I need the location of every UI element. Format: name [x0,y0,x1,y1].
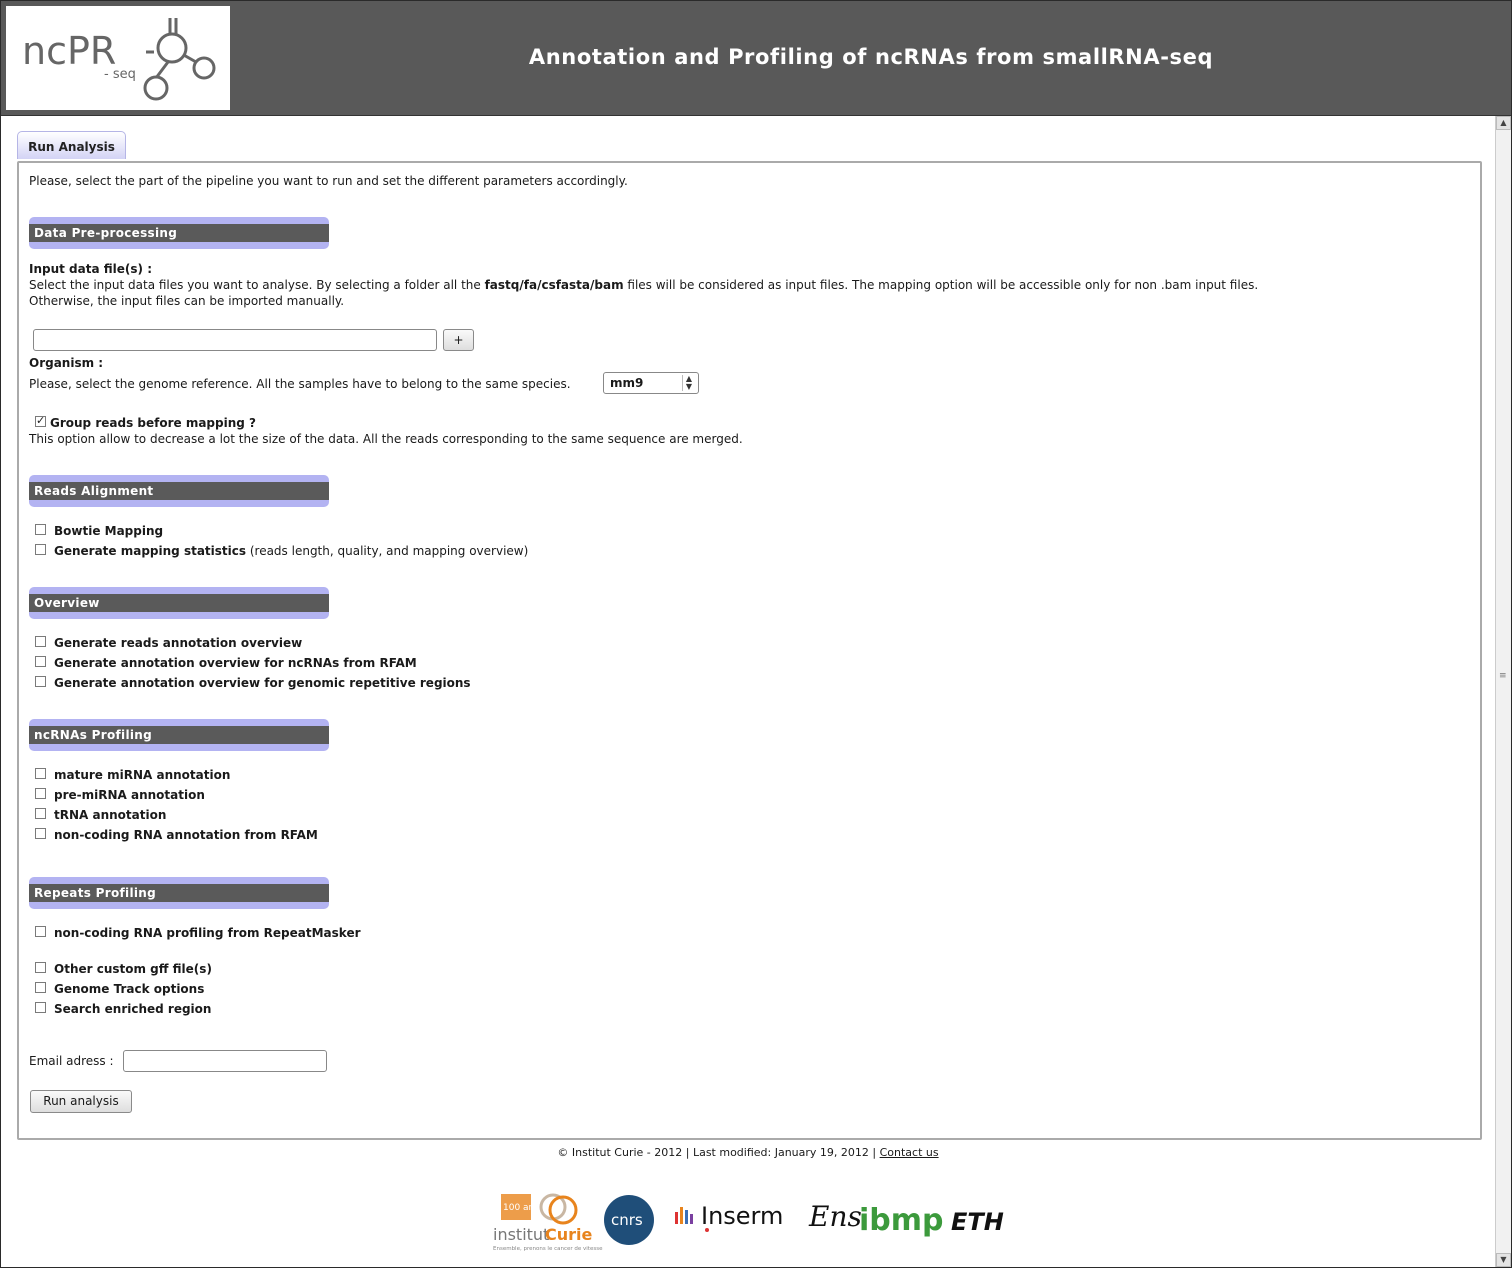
organism-select[interactable] [603,372,699,394]
ibmp-text: ibmp [859,1203,944,1238]
section-header-alignment [29,475,329,507]
ncpro-molecule-icon [6,6,230,110]
input-files-description-2: Otherwise, the input files can be imported manually. [29,294,345,308]
pre-mirna-label: pre-miRNA annotation [54,788,205,802]
genome-track-checkbox[interactable] [35,982,46,993]
scroll-up-icon[interactable]: ▲ [1496,116,1511,130]
organism-description: Please, select the genome reference. All the samples have to belong to the same species. [29,377,571,391]
rfam-overview-label: Generate annotation overview for ncRNAs from RFAM [54,656,417,670]
reads-annotation-overview-label: Generate reads annotation overview [54,636,303,650]
ibmp-logo[interactable] [859,1203,944,1238]
page-title: Annotation and Profiling of ncRNAs from smallRNA-seq [528,45,1214,69]
input-files-field[interactable] [33,329,437,351]
repetitive-overview-checkbox[interactable] [35,676,46,687]
curie-name-part1: institut [493,1225,550,1244]
mature-mirna-label: mature miRNA annotation [54,768,231,782]
run-analysis-button[interactable]: Run analysis [30,1090,132,1113]
organism-selected-value: mm9 [610,376,644,390]
bowtie-mapping-label: Bowtie Mapping [54,524,164,538]
mature-mirna-checkbox[interactable] [35,768,46,779]
mapping-statistics-title: Generate mapping statistics [54,544,247,558]
group-reads-label: Group reads before mapping ? [50,416,256,430]
section-title: ncRNAs Profiling [29,726,329,744]
mapping-statistics-extra: (reads length, quality, and mapping overview) [246,544,529,558]
section-title: Reads Alignment [29,482,329,500]
select-arrows-icon: ▲ ▼ [682,375,695,391]
mapping-statistics-label [54,544,528,558]
curie-tagline: Ensemble, prenons le cancer de vitesse [493,1246,603,1252]
inserm-logo[interactable] [675,1202,783,1232]
section-title: Repeats Profiling [29,884,329,902]
reads-annotation-overview-checkbox[interactable] [35,636,46,647]
repeatmasker-checkbox[interactable] [35,926,46,937]
rfam-overview-checkbox[interactable] [35,656,46,667]
desc-text-cont: files will be considered as input files. The mapping option will be accessible only for non .bam input files. [623,278,1259,292]
logo-subtitle: - seq [104,67,136,82]
bowtie-mapping-checkbox[interactable] [35,524,46,535]
repeatmasker-label: non-coding RNA profiling from RepeatMasker [54,926,361,940]
mapping-statistics-checkbox[interactable] [35,544,46,555]
partner-logos-graphic [491,1190,1021,1254]
repetitive-overview-label: Generate annotation overview for genomic repetitive regions [54,676,471,690]
email-label: Email adress : [29,1054,114,1068]
eth-logo[interactable] [951,1208,1004,1236]
ens-text: Ens [809,1200,862,1233]
curie-name-part2: Curie [545,1225,593,1244]
curie-badge: 100 ans [503,1203,539,1213]
organism-label: Organism : [29,356,104,370]
email-field[interactable] [123,1050,327,1072]
inserm-text: Inserm [701,1202,784,1230]
enriched-region-label: Search enriched region [54,1002,212,1016]
desc-text: Select the input data files you want to analyse. By selecting a folder all the [29,278,485,292]
input-files-description [29,277,1258,293]
main-content [1,116,1495,1267]
input-files-label: Input data file(s) : [29,262,152,276]
group-reads-checkbox[interactable] [35,416,46,427]
logo-wordmark: ncPR [22,29,117,73]
site-header [1,1,1511,116]
pre-mirna-checkbox[interactable] [35,788,46,799]
vertical-scrollbar[interactable] [1495,116,1511,1267]
section-title: Data Pre-processing [29,224,329,242]
section-header-overview [29,587,329,619]
add-input-file-button[interactable]: + [443,329,474,351]
scroll-down-icon[interactable]: ▼ [1496,1253,1511,1267]
enriched-region-checkbox[interactable] [35,1002,46,1013]
eth-text: ETH [951,1208,1004,1236]
section-title: Overview [29,594,329,612]
footer [1,1146,1495,1159]
institut-curie-logo[interactable] [493,1194,603,1252]
group-reads-description: This option allow to decrease a lot the size of the data. All the reads corresponding to the same sequence are merged. [29,432,743,446]
trna-label: tRNA annotation [54,808,167,822]
rfam-ncrna-checkbox[interactable] [35,828,46,839]
genome-track-label: Genome Track options [54,982,205,996]
footer-text: © Institut Curie - 2012 | Last modified: January 19, 2012 | [557,1146,880,1159]
intro-text: Please, select the part of the pipeline you want to run and set the different parameters accordingly. [29,174,628,188]
trna-checkbox[interactable] [35,808,46,819]
rfam-ncrna-label: non-coding RNA annotation from RFAM [54,828,318,842]
tab-run-analysis[interactable]: Run Analysis [17,131,126,159]
custom-gff-label: Other custom gff file(s) [54,962,212,976]
section-header-repeats [29,877,329,909]
ens-logo[interactable] [808,1200,862,1233]
cnrs-text: cnrs [611,1211,643,1229]
desc-formats: fastq/fa/csfasta/bam [484,278,624,292]
partner-logos [491,1190,1021,1254]
run-analysis-panel [17,161,1482,1140]
scroll-grip-icon[interactable]: ≡ [1499,671,1507,681]
section-header-ncrna [29,719,329,751]
contact-link[interactable]: Contact us [879,1146,939,1159]
ncpro-logo[interactable] [6,6,230,110]
cnrs-logo[interactable] [604,1195,654,1245]
custom-gff-checkbox[interactable] [35,962,46,973]
section-header-preprocessing [29,217,329,249]
